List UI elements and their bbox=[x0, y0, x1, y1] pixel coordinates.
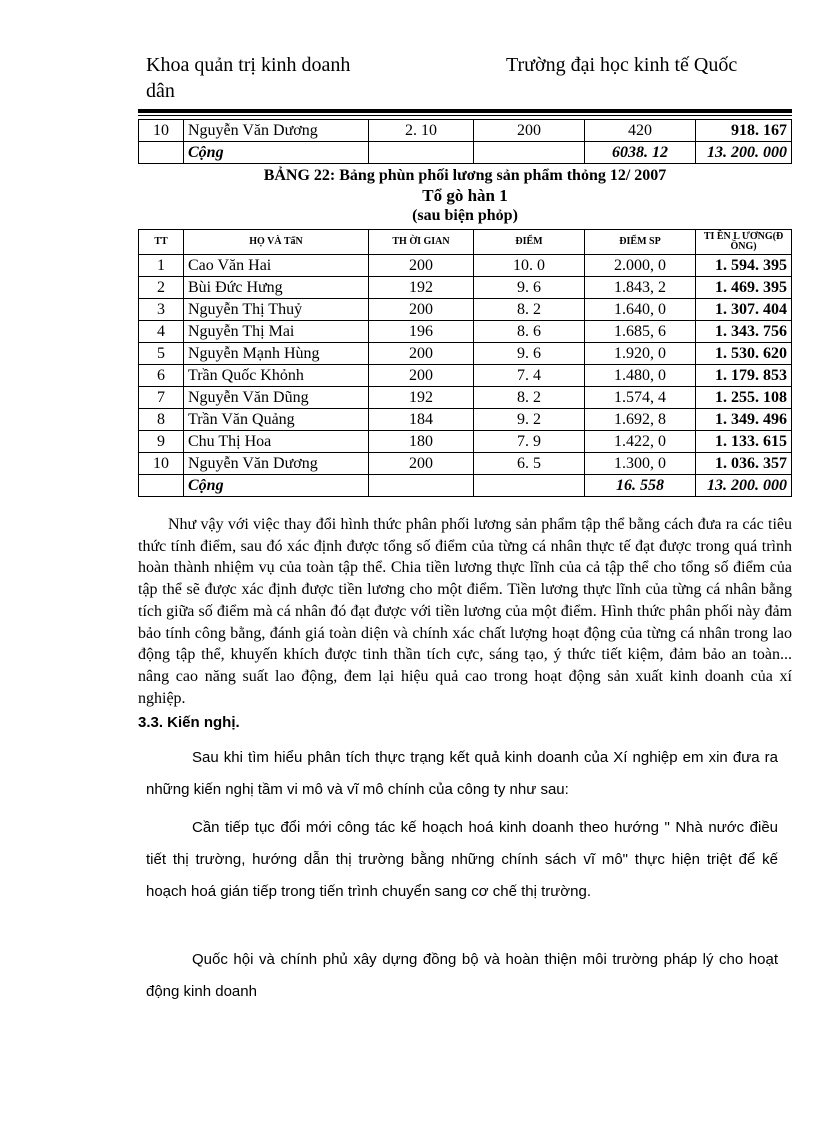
table-note: (sau biện phỏp) bbox=[412, 207, 518, 224]
cell-tt: 9 bbox=[139, 431, 184, 453]
cell-name: Bùi Đức Hưng bbox=[184, 277, 369, 299]
cell-sp: 1.640, 0 bbox=[585, 299, 696, 321]
cell-name: Nguyễn Thị Thuỷ bbox=[184, 299, 369, 321]
cell-money: 1. 349. 496 bbox=[696, 409, 792, 431]
table-row bbox=[139, 431, 792, 453]
summary-paragraph: Như vậy với việc thay đổi hình thức phân phối lương sản phẩm tập thể bằng cách đưa ra các tiêu thức tính điểm, sau đó xác định được tổng số điểm của từng cá nhân thực tế đạt được trong quá trình hoàn thành nhiệm vụ của toàn tập thể. Chia tiền lương thực lĩnh của cả tập thể cho tổng số điểm của tập thể sẽ được xác định được tiền lương cho một điểm. Tiền lương thực lĩnh của từng cá nhân bằng tích giữa số điểm mà cá nhân đó đạt được với tiền lương của một điểm. Hình thức phân phối này đảm bảo tính công bằng, đánh giá toàn diện và chính xác chất lượng hoạt động của từng cá nhân trong lao động tập thể, khuyến khích được tinh thần tích cực, sáng tạo, ý thức tiết kiệm, đảm bảo an toàn... nâng cao năng suất lao động, đem lại hiệu quả cao trong hoạt động sản xuất kinh doanh của xí nghiệp. bbox=[138, 516, 792, 707]
section-heading: 3.3. Kiến nghị. bbox=[138, 714, 240, 731]
cell-money: 1. 343. 756 bbox=[696, 321, 792, 343]
cell-point: 9. 6 bbox=[474, 343, 585, 365]
cell-point: 6. 5 bbox=[474, 453, 585, 475]
cell-point: 8. 2 bbox=[474, 387, 585, 409]
cell-sp: 1.574, 4 bbox=[585, 387, 696, 409]
cell-tt: 8 bbox=[139, 409, 184, 431]
total-label: Cộng bbox=[184, 475, 369, 497]
table-row bbox=[139, 255, 792, 277]
total-row bbox=[139, 475, 792, 497]
cell-sp: 1.692, 8 bbox=[585, 409, 696, 431]
cell-sp: 1.685, 6 bbox=[585, 321, 696, 343]
cell-tt: 2 bbox=[139, 277, 184, 299]
cell-point: 9. 2 bbox=[474, 409, 585, 431]
cell-time: 200 bbox=[369, 255, 474, 277]
salary-table bbox=[138, 229, 792, 497]
cell-point: 200 bbox=[474, 120, 585, 142]
cell-tt bbox=[139, 475, 184, 497]
cell-name: Trần Quốc Khỏnh bbox=[184, 365, 369, 387]
table-title: BẢNG 22: Bảng phùn phối lương sản phẩm thỏng 12/ 2007 bbox=[263, 167, 667, 184]
cell-sp: 2.000, 0 bbox=[585, 255, 696, 277]
total-label: Cộng bbox=[184, 142, 369, 164]
table-row bbox=[139, 365, 792, 387]
cell-tt: 1 bbox=[139, 255, 184, 277]
cell-money: 1. 307. 404 bbox=[696, 299, 792, 321]
cell-sp: 1.843, 2 bbox=[585, 277, 696, 299]
table-row bbox=[139, 120, 792, 142]
col-sp: ĐIỂM SP bbox=[585, 230, 696, 255]
cell-time: 200 bbox=[369, 365, 474, 387]
total-money: 13. 200. 000 bbox=[696, 142, 792, 164]
header-rule-thin bbox=[138, 115, 792, 116]
cell-time: 200 bbox=[369, 453, 474, 475]
cell-time: 196 bbox=[369, 321, 474, 343]
cell-money: 918. 167 bbox=[696, 120, 792, 142]
paragraph-3: Quốc hội và chính phủ xây dựng đồng bộ và hoàn thiện môi trường pháp lý cho hoạt động kinh doanh bbox=[146, 951, 778, 1000]
table-row bbox=[139, 409, 792, 431]
table-row bbox=[139, 299, 792, 321]
paragraph-1: Sau khi tìm hiểu phân tích thực trạng kết quả kinh doanh của Xí nghiệp em xin đưa ra những kiến nghị tầm vi mô và vĩ mô chính của công ty như sau: bbox=[146, 749, 778, 798]
cell-sp: 1.480, 0 bbox=[585, 365, 696, 387]
cell-time bbox=[369, 475, 474, 497]
cell-point: 7. 4 bbox=[474, 365, 585, 387]
cell-time: 200 bbox=[369, 343, 474, 365]
cell-money: 1. 530. 620 bbox=[696, 343, 792, 365]
cell-point: 10. 0 bbox=[474, 255, 585, 277]
cell-time: 184 bbox=[369, 409, 474, 431]
cell-name: Trần Văn Quảng bbox=[184, 409, 369, 431]
cell-time: 192 bbox=[369, 387, 474, 409]
table-subtitle: Tổ gò hàn 1 bbox=[422, 186, 508, 205]
cell-money: 1. 133. 615 bbox=[696, 431, 792, 453]
cell-money: 1. 594. 395 bbox=[696, 255, 792, 277]
cell-tt: 10 bbox=[139, 453, 184, 475]
col-tt: TT bbox=[139, 230, 184, 255]
cell-sp: 420 bbox=[585, 120, 696, 142]
cell-time bbox=[369, 142, 474, 164]
cell-money: 1. 036. 357 bbox=[696, 453, 792, 475]
cell-time: 180 bbox=[369, 431, 474, 453]
table-row bbox=[139, 277, 792, 299]
cell-tt: 3 bbox=[139, 299, 184, 321]
table-row bbox=[139, 343, 792, 365]
table-row bbox=[139, 321, 792, 343]
previous-table-fragment bbox=[138, 119, 792, 164]
cell-point: 8. 6 bbox=[474, 321, 585, 343]
cell-tt: 10 bbox=[139, 120, 184, 142]
cell-point bbox=[474, 475, 585, 497]
cell-time: 192 bbox=[369, 277, 474, 299]
table-row bbox=[139, 453, 792, 475]
cell-tt: 4 bbox=[139, 321, 184, 343]
cell-point: 8. 2 bbox=[474, 299, 585, 321]
header-university: Trường đại học kinh tế Quốc bbox=[506, 54, 738, 76]
total-row bbox=[139, 142, 792, 164]
paragraph-2: Cần tiếp tục đổi mới công tác kế hoạch hoá kinh doanh theo hướng " Nhà nước điều tiết thị trường, hướng dẫn thị trường bằng những chính sách vĩ mô" thực hiện triệt để kế hoạch hoá gián tiếp trong tiến trình chuyển sang cơ chế thị trường. bbox=[146, 819, 778, 900]
cell-money: 1. 179. 853 bbox=[696, 365, 792, 387]
cell-name: Nguyễn Thị Mai bbox=[184, 321, 369, 343]
cell-money: 1. 255. 108 bbox=[696, 387, 792, 409]
cell-money: 1. 469. 395 bbox=[696, 277, 792, 299]
col-money: TI ỀN L ƯƠNG(Đ ỒNG) bbox=[696, 230, 792, 255]
total-money: 13. 200. 000 bbox=[696, 475, 792, 497]
cell-sp: 1.422, 0 bbox=[585, 431, 696, 453]
cell-point: 7. 9 bbox=[474, 431, 585, 453]
total-sp: 6038. 12 bbox=[585, 142, 696, 164]
cell-name: Cao Văn Hai bbox=[184, 255, 369, 277]
cell-name: Nguyễn Văn Dương bbox=[184, 453, 369, 475]
table-header-row bbox=[139, 230, 792, 255]
table-row bbox=[139, 387, 792, 409]
col-point: ĐIỂM bbox=[474, 230, 585, 255]
cell-tt: 5 bbox=[139, 343, 184, 365]
cell-name: Chu Thị Hoa bbox=[184, 431, 369, 453]
header-university-cont: dân bbox=[146, 80, 175, 102]
header-faculty: Khoa quản trị kinh doanh bbox=[146, 54, 351, 76]
cell-point bbox=[474, 142, 585, 164]
total-sp: 16. 558 bbox=[585, 475, 696, 497]
cell-sp: 1.920, 0 bbox=[585, 343, 696, 365]
cell-point: 9. 6 bbox=[474, 277, 585, 299]
cell-tt: 6 bbox=[139, 365, 184, 387]
cell-sp: 1.300, 0 bbox=[585, 453, 696, 475]
cell-name: Nguyễn Văn Dũng bbox=[184, 387, 369, 409]
cell-name: Nguyễn Mạnh Hùng bbox=[184, 343, 369, 365]
col-name: HỌ VÀ TấN bbox=[184, 230, 369, 255]
col-time: TH ỜI GIAN bbox=[369, 230, 474, 255]
header-rule-thick bbox=[138, 109, 792, 113]
cell-time: 200 bbox=[369, 299, 474, 321]
cell-name: Nguyễn Văn Dương bbox=[184, 120, 369, 142]
cell-tt: 7 bbox=[139, 387, 184, 409]
cell-tt bbox=[139, 142, 184, 164]
cell-time: 2. 10 bbox=[369, 120, 474, 142]
